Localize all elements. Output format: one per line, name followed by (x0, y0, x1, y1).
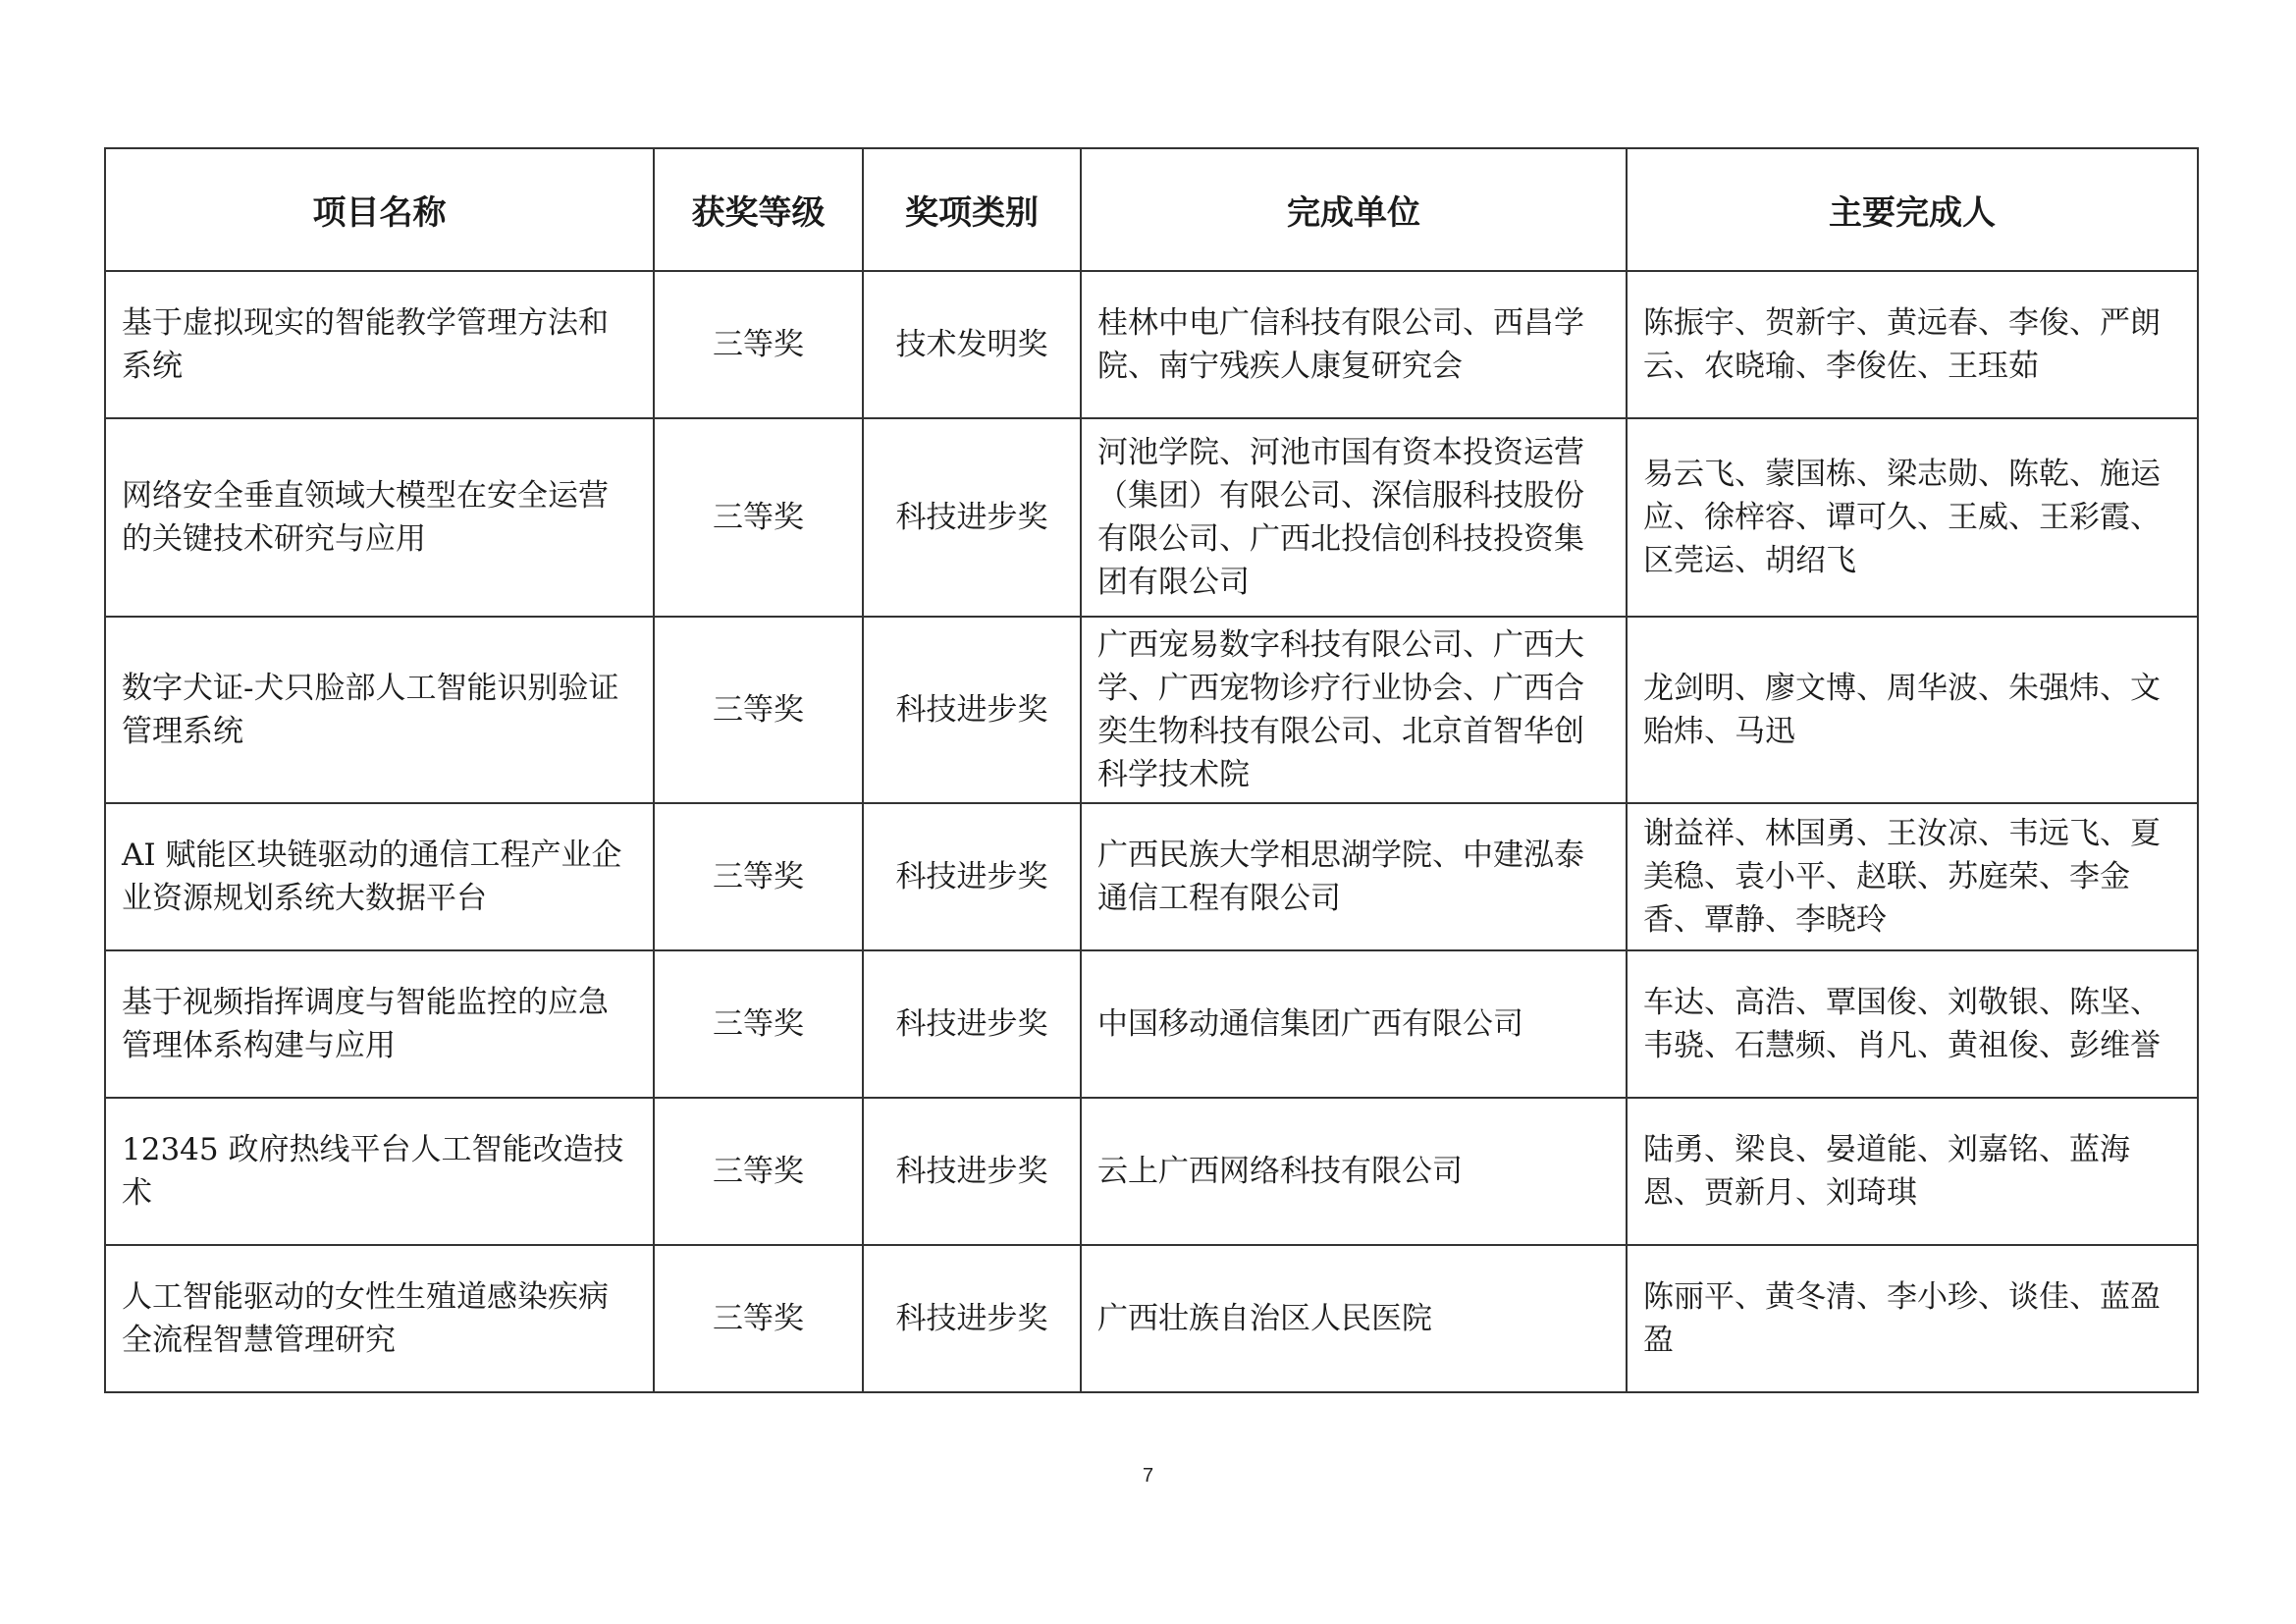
table-row (105, 803, 2198, 950)
cell-level: 三等奖 (654, 271, 863, 418)
cell-persons: 易云飞、蒙国栋、梁志勋、陈乾、施运应、徐梓容、谭可久、王威、王彩霞、区莞运、胡绍飞 (1627, 418, 2198, 617)
cell-category: 科技进步奖 (863, 1245, 1081, 1392)
header-award-category: 奖项类别 (863, 148, 1081, 271)
table-row (105, 1098, 2198, 1245)
cell-units: 桂林中电广信科技有限公司、西昌学院、南宁残疾人康复研究会 (1081, 271, 1627, 418)
table-row (105, 271, 2198, 418)
cell-persons: 龙剑明、廖文博、周华波、朱强炜、文贻炜、马迅 (1627, 617, 2198, 803)
header-completing-units: 完成单位 (1081, 148, 1627, 271)
cell-category: 科技进步奖 (863, 418, 1081, 617)
cell-units: 云上广西网络科技有限公司 (1081, 1098, 1627, 1245)
cell-level: 三等奖 (654, 803, 863, 950)
cell-project: 人工智能驱动的女性生殖道感染疾病全流程智慧管理研究 (105, 1245, 654, 1392)
cell-category: 技术发明奖 (863, 271, 1081, 418)
cell-project: 基于视频指挥调度与智能监控的应急管理体系构建与应用 (105, 950, 654, 1098)
table-row (105, 617, 2198, 803)
header-main-persons: 主要完成人 (1627, 148, 2198, 271)
table-row (105, 950, 2198, 1098)
cell-project: 12345 政府热线平台人工智能改造技术 (105, 1098, 654, 1245)
header-award-level: 获奖等级 (654, 148, 863, 271)
cell-persons: 陈丽平、黄冬清、李小珍、谈佳、蓝盈盈 (1627, 1245, 2198, 1392)
table-row (105, 418, 2198, 617)
cell-level: 三等奖 (654, 1245, 863, 1392)
cell-units: 广西壮族自治区人民医院 (1081, 1245, 1627, 1392)
cell-persons: 谢益祥、林国勇、王汝凉、韦远飞、夏美稳、袁小平、赵联、苏庭荣、李金香、覃静、李晓玲 (1627, 803, 2198, 950)
table-header-row (105, 148, 2198, 271)
cell-level: 三等奖 (654, 1098, 863, 1245)
table-row (105, 1245, 2198, 1392)
cell-units: 河池学院、河池市国有资本投资运营（集团）有限公司、深信服科技股份有限公司、广西北投信创科技投资集团有限公司 (1081, 418, 1627, 617)
cell-project: 数字犬证-犬只脸部人工智能识别验证管理系统 (105, 617, 654, 803)
cell-units: 中国移动通信集团广西有限公司 (1081, 950, 1627, 1098)
cell-project: AI 赋能区块链驱动的通信工程产业企业资源规划系统大数据平台 (105, 803, 654, 950)
cell-level: 三等奖 (654, 418, 863, 617)
cell-project: 网络安全垂直领域大模型在安全运营的关键技术研究与应用 (105, 418, 654, 617)
cell-category: 科技进步奖 (863, 617, 1081, 803)
header-project-name: 项目名称 (105, 148, 654, 271)
cell-category: 科技进步奖 (863, 950, 1081, 1098)
cell-persons: 陈振宇、贺新宇、黄远春、李俊、严朗云、农晓瑜、李俊佐、王珏茹 (1627, 271, 2198, 418)
page-number: 7 (1142, 1465, 1154, 1487)
cell-project: 基于虚拟现实的智能教学管理方法和系统 (105, 271, 654, 418)
cell-level: 三等奖 (654, 950, 863, 1098)
cell-level: 三等奖 (654, 617, 863, 803)
cell-units: 广西民族大学相思湖学院、中建泓泰通信工程有限公司 (1081, 803, 1627, 950)
awards-table (104, 147, 2199, 1393)
cell-persons: 陆勇、梁良、晏道能、刘嘉铭、蓝海恩、贾新月、刘琦琪 (1627, 1098, 2198, 1245)
cell-category: 科技进步奖 (863, 803, 1081, 950)
cell-units: 广西宠易数字科技有限公司、广西大学、广西宠物诊疗行业协会、广西合奕生物科技有限公司、北京首智华创科学技术院 (1081, 617, 1627, 803)
cell-category: 科技进步奖 (863, 1098, 1081, 1245)
cell-persons: 车达、高浩、覃国俊、刘敬银、陈坚、韦骁、石慧频、肖凡、黄祖俊、彭维誉 (1627, 950, 2198, 1098)
